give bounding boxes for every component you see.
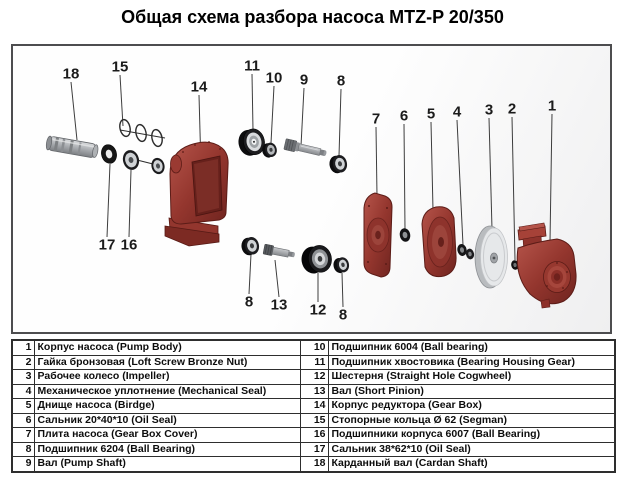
part-description: Подшипники корпуса 6007 (Ball Bearing) (328, 428, 615, 443)
bearing-6204-upper-graphic (328, 154, 349, 175)
callout-8-top: 8 (336, 72, 346, 90)
table-row (12, 457, 615, 472)
part-description: Корпус насоса (Pump Body) (34, 340, 300, 355)
part-number: 11 (300, 355, 328, 370)
part-number: 2 (12, 355, 34, 370)
mechanical-seal-graphic (456, 243, 475, 260)
callout-6: 6 (399, 107, 409, 125)
table-row (12, 384, 615, 399)
part-description: Рабочее колесо (Impeller) (34, 370, 300, 385)
oil-seal-20-graphic (398, 227, 411, 242)
part-description: Карданный вал (Cardan Shaft) (328, 457, 615, 472)
part-number: 14 (300, 399, 328, 414)
snap-rings-graphic (118, 119, 165, 148)
part-number: 3 (12, 370, 34, 385)
callout-13: 13 (270, 296, 288, 314)
part-number: 8 (12, 442, 34, 457)
part-number: 4 (12, 384, 34, 399)
callout-8-left: 8 (244, 293, 254, 311)
callout-12: 12 (309, 301, 327, 319)
callout-7: 7 (371, 110, 381, 128)
part-description: Подшипник хвостовика (Bearing Housing Gear) (328, 355, 615, 370)
part-description: Сальник 20*40*10 (Oil Seal) (34, 413, 300, 428)
part-number: 1 (12, 340, 34, 355)
table-row (12, 413, 615, 428)
exploded-view-diagram (11, 44, 612, 334)
part-description: Механическое уплотнение (Mechanical Seal) (34, 384, 300, 399)
callout-18: 18 (62, 65, 80, 83)
part-description: Шестерня (Straight Hole Cogwheel) (328, 370, 615, 385)
part-number: 10 (300, 340, 328, 355)
callout-10: 10 (265, 69, 283, 87)
part-description: Подшипник 6004 (Ball bearing) (328, 340, 615, 355)
table-row (12, 428, 615, 443)
bearing-6204-right-graphic (332, 256, 350, 274)
part-number: 5 (12, 399, 34, 414)
part-number: 6 (12, 413, 34, 428)
short-pinion-graphic (263, 244, 296, 260)
callout-16: 16 (120, 236, 138, 254)
callout-5: 5 (426, 105, 436, 123)
table-row (12, 399, 615, 414)
part-description: Вал (Short Pinion) (328, 384, 615, 399)
gear-box-cover-graphic (364, 193, 392, 277)
part-number: 7 (12, 428, 34, 443)
cogwheel-graphic (299, 244, 333, 276)
part-number: 17 (300, 442, 328, 457)
oil-seal-38-graphic (99, 143, 118, 165)
part-description: Гайка бронзовая (Loft Screw Bronze Nut) (34, 355, 300, 370)
cardan-shaft-graphic (45, 136, 99, 159)
part-description: Сальник 38*62*10 (Oil Seal) (328, 442, 615, 457)
callout-14: 14 (190, 78, 208, 96)
callout-1: 1 (547, 97, 557, 115)
part-number: 13 (300, 384, 328, 399)
pump-shaft-graphic (284, 139, 328, 159)
table-row (12, 370, 615, 385)
callout-17: 17 (98, 236, 116, 254)
part-description: Стопорные кольца Ø 62 (Segman) (328, 413, 615, 428)
part-description: Корпус редуктора (Gear Box) (328, 399, 615, 414)
table-row (12, 355, 615, 370)
callout-4: 4 (452, 103, 462, 121)
part-number: 15 (300, 413, 328, 428)
part-description: Подшипник 6204 (Ball Bearing) (34, 442, 300, 457)
impeller-graphic (475, 226, 508, 288)
page-title: Общая схема разбора насоса MTZ-P 20/350 (121, 7, 504, 27)
exploded-view-graphic (13, 46, 610, 332)
part-number: 18 (300, 457, 328, 472)
bearing-6204-lower-graphic (240, 236, 261, 257)
table-row (12, 442, 615, 457)
pump-body-graphic (517, 223, 576, 308)
callout-8-right: 8 (338, 306, 348, 324)
part-number: 16 (300, 428, 328, 443)
gear-box-graphic (165, 141, 228, 246)
part-number: 12 (300, 370, 328, 385)
pump-bottom-graphic (422, 207, 456, 277)
housing-bearings-graphic (121, 148, 166, 175)
callout-15: 15 (111, 58, 129, 76)
parts-table (11, 339, 616, 473)
table-row (12, 340, 615, 355)
part-description: Плита насоса (Gear Box Cover) (34, 428, 300, 443)
part-description: Вал (Pump Shaft) (34, 457, 300, 472)
bearing-6004-graphic (236, 127, 267, 158)
callout-2: 2 (507, 100, 517, 118)
part-description: Днище насоса (Birdge) (34, 399, 300, 414)
callout-3: 3 (484, 101, 494, 119)
part-number: 9 (12, 457, 34, 472)
callout-9: 9 (299, 71, 309, 89)
callout-11: 11 (244, 57, 260, 75)
